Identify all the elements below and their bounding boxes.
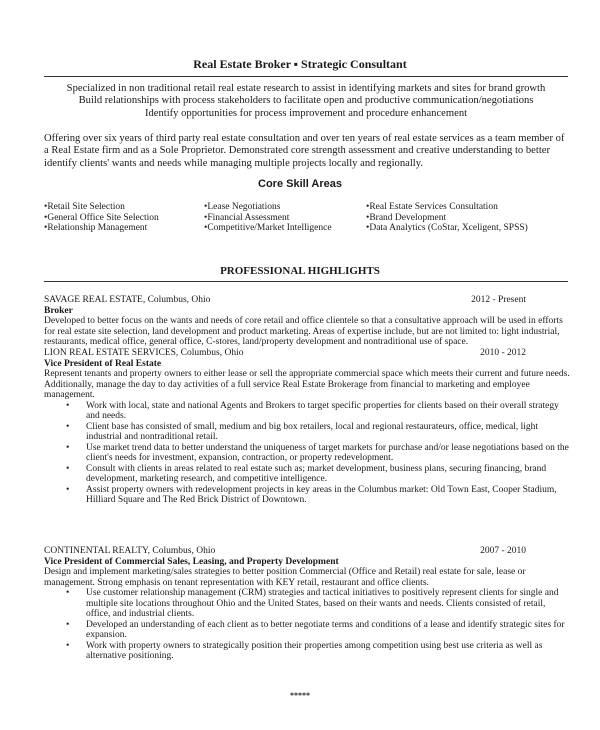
skill-item: • Competitive/Market Intelligence: [204, 223, 366, 234]
footer-separator: *****: [290, 691, 310, 700]
list-item: [44, 588, 570, 620]
job-title: Vice President of Commercial Sales, Leasing, and Property Development: [44, 556, 339, 567]
bullet-glyph: •: [66, 463, 70, 474]
bullet-glyph: •: [66, 442, 70, 453]
job-title: Vice President of Real Estate: [44, 358, 162, 369]
job-bullet-list: [44, 588, 570, 662]
list-item: [44, 485, 570, 506]
header-divider: [44, 76, 568, 77]
job-dates: 2007 - 2010: [480, 546, 526, 556]
core-skills-list: [44, 202, 568, 234]
bullet-text: Assist property owners with redevelopment projects in key areas in the Columbus market: Old Town East, Cooper Stadium, Hilliard Square and The Red Brick District of Downtown.: [86, 484, 557, 505]
bullet-glyph: •: [66, 421, 70, 432]
highlights-divider: [44, 281, 568, 282]
bullet-text: Work with local, state and national Agents and Brokers to target specific properties for clients based on their overall strategy and needs.: [86, 400, 559, 421]
bullet-glyph: •: [66, 484, 70, 495]
profile-paragraph: Offering over six years of third party real estate consultation and over ten years of real estate services as a team member of a Real Estate firm and as a Sole Proprietor. Demonstrated core strength assessment and creative understanding to better identify clients' wants and needs while managing multiple projects locally and regionally.: [44, 133, 565, 169]
job-entry: [44, 295, 570, 348]
job-bullet-list: [44, 401, 570, 506]
summary-line: Identify opportunities for process improvement and procedure enhancement: [144, 107, 468, 119]
skill-item: • Data Analytics (CoStar, Xceligent, SPSS): [366, 223, 568, 234]
job-header: [44, 546, 570, 557]
list-item: [44, 641, 570, 662]
bullet-text: Use customer relationship management (CRM) strategies and tactical initiatives to positively represent clients for single and multiple site locations throughout Ohio and the United States, based on their wants and needs. Clients consisted of retail, office, and industrial clients.: [86, 588, 559, 619]
bullet-glyph: •: [66, 640, 70, 651]
skill-item: • Relationship Management: [44, 223, 204, 234]
job-company: CONTINENTAL REALTY, Columbus, Ohio: [44, 546, 216, 556]
bullet-glyph: •: [66, 588, 70, 598]
job-description: Design and implement marketing/sales strategies to better position Commercial (Office and Retail) real estate for sale, lease or management. Strong emphasis on tenant representation with KEY retail, restaurant and office clients.: [44, 567, 526, 588]
bullet-text: Client base has consisted of small, medium and big box retailers, local and regional restaurateurs, office, medical, light industrial and nontraditional retail.: [86, 421, 538, 442]
list-item: [44, 464, 570, 485]
job-description: Represent tenants and property owners to either lease or sell the appropriate commercial space which meets their current and future needs. Additionally, manage the day to day activities of a full service Real Estate Brokerage from financial to marketing and employee management.: [44, 369, 570, 400]
bullet-text: Work with property owners to strategically position their properties among competition using best use criteria as well as alternative positioning.: [86, 640, 543, 661]
list-item: [44, 620, 570, 641]
bullet-glyph: •: [66, 619, 70, 630]
skill-item: • Financial Assessment: [204, 213, 366, 224]
core-skills-heading: Core Skill Areas: [258, 178, 342, 190]
list-item: [44, 422, 570, 443]
skill-item: • Real Estate Services Consultation: [366, 202, 568, 213]
bullet-text: Use market trend data to better understand the uniqueness of target markets for purchase and/or lease negotiations based on the client's needs for investment, expansion, contraction, or property redevelopment.: [86, 442, 569, 463]
skill-item: • Retail Site Selection: [44, 202, 204, 213]
summary-line: Build relationships with process stakeholders to facilitate open and productive communication/negotiations: [78, 95, 534, 107]
job-header: [44, 348, 570, 359]
list-item: [44, 443, 570, 464]
job-description: Developed to better focus on the wants and needs of core retail and office clientele so that a consultative approach will be used in efforts for real estate site selection, land development and product marketing. Areas of expertise include, but are not limited to: light industrial, restaurants, medical office, general office, C-stores, land/property development and nontraditional use of space.: [44, 316, 563, 347]
bullet-text: Developed an understanding of each client as to better negotiate terms and conditions of a lease and identify strategic sites for expansion.: [86, 619, 565, 640]
job-dates: 2010 - 2012: [480, 348, 526, 358]
skill-item: • General Office Site Selection: [44, 213, 204, 224]
job-title: Broker: [44, 305, 73, 316]
job-company: LION REAL ESTATE SERVICES, Columbus, Ohio: [44, 348, 244, 358]
summary-line: Specialized in non traditional retail real estate research to assist in identifying markets and sites for brand growth: [66, 83, 546, 94]
job-header: [44, 295, 570, 306]
bullet-text: Consult with clients in areas related to real estate such as; market development, business plans, securing financing, brand development, marketing research, and competitive intelligence.: [86, 463, 547, 484]
job-entry: [44, 348, 570, 506]
skill-item: • Brand Development: [366, 213, 568, 224]
bullet-glyph: •: [66, 400, 70, 411]
summary-block: [44, 83, 568, 120]
professional-highlights-heading: PROFESSIONAL HIGHLIGHTS: [220, 265, 380, 277]
resume-title: Real Estate Broker ▪ Strategic Consultant: [193, 57, 407, 71]
job-entry: [44, 546, 570, 662]
job-dates: 2012 - Present: [471, 295, 526, 305]
skill-item: • Lease Negotiations: [204, 202, 366, 213]
job-company: SAVAGE REAL ESTATE, Columbus, Ohio: [44, 295, 211, 305]
list-item: [44, 401, 570, 422]
